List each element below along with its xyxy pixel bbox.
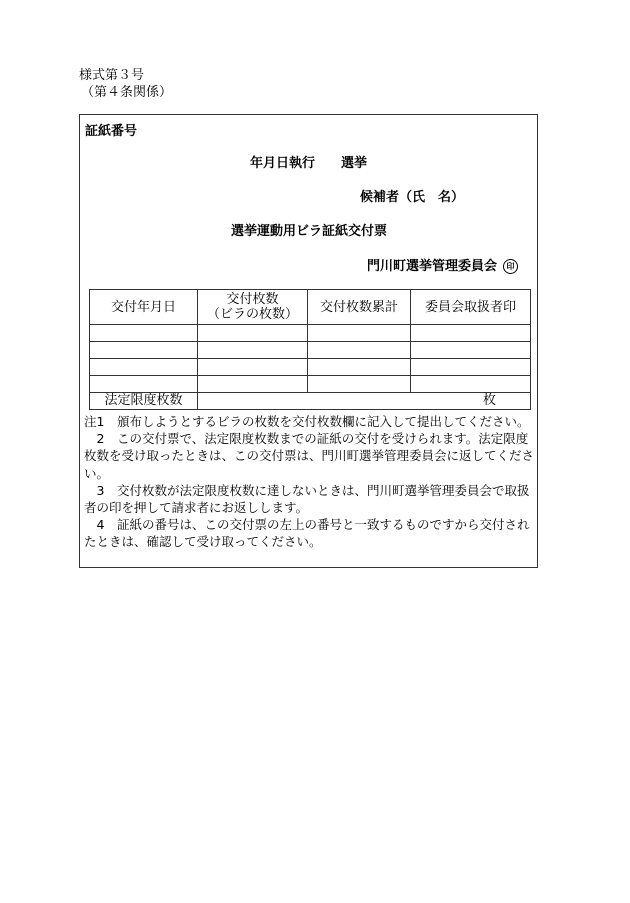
legal-limit-row	[90, 393, 531, 410]
table-cell[interactable]	[198, 376, 308, 393]
table-row	[90, 342, 531, 359]
column-header-cumulative-count: 交付枚数累計	[308, 290, 411, 325]
issuance-table	[89, 289, 531, 410]
stamp-number-label: 証紙番号	[85, 124, 138, 139]
legal-limit-label: 法定限度枚数	[90, 393, 198, 410]
table-cell[interactable]	[411, 342, 531, 359]
voucher-form	[79, 114, 538, 568]
table-cell[interactable]	[308, 325, 411, 342]
note-3: 3 交付枚数が法定限度枚数に達しないときは、門川町選挙管理委員会で取扱者の印を押して請求者にお返しします。	[84, 482, 530, 516]
table-cell[interactable]	[308, 359, 411, 376]
voucher-title: 選挙運動用ビラ証紙交付票	[231, 224, 388, 239]
table-cell[interactable]	[90, 325, 198, 342]
table-cell[interactable]	[411, 376, 531, 393]
article-reference: （第４条関係）	[81, 85, 173, 100]
note-1: 注1 頒布しようとするビラの枚数を交付枚数欄に記入して提出してください。	[84, 414, 530, 429]
form-number-label: 様式第３号	[79, 68, 145, 83]
column-header-handler-seal: 委員会取扱者印	[411, 290, 531, 325]
table-cell[interactable]	[90, 342, 198, 359]
column-header-issue-date: 交付年月日	[90, 290, 198, 325]
legal-limit-value[interactable]: 枚	[198, 393, 531, 410]
table-row	[90, 359, 531, 376]
note-4: 4 証紙の番号は、この交付票の左上の番号と一致するものですから交付されたときは、確認して受け取ってください。	[84, 517, 530, 550]
table-row	[90, 376, 531, 393]
seal-icon: 印	[503, 259, 518, 274]
table-row	[90, 325, 531, 342]
table-cell[interactable]	[198, 342, 308, 359]
table-cell[interactable]	[90, 376, 198, 393]
election-date-line: 年月日執行 選挙	[250, 156, 368, 171]
table-cell[interactable]	[198, 325, 308, 342]
notes-section	[84, 413, 536, 551]
table-cell[interactable]	[308, 376, 411, 393]
column-header-issue-count: 交付枚数 （ビラの枚数）	[198, 290, 308, 325]
candidate-name-line: 候補者（氏 名）	[360, 190, 465, 205]
table-cell[interactable]	[411, 325, 531, 342]
table-cell[interactable]	[411, 359, 531, 376]
committee-name: 門川町選挙管理委員会	[367, 259, 498, 274]
table-header-row	[90, 290, 531, 325]
table-cell[interactable]	[90, 359, 198, 376]
note-2: 2 この交付票で、法定限度枚数までの証紙の交付を受けられます。法定限度枚数を受け取ったときは、この交付票は、門川町選挙管理委員会に返してください。	[84, 431, 535, 481]
table-cell[interactable]	[198, 359, 308, 376]
committee-signature	[367, 255, 518, 274]
table-cell[interactable]	[308, 342, 411, 359]
